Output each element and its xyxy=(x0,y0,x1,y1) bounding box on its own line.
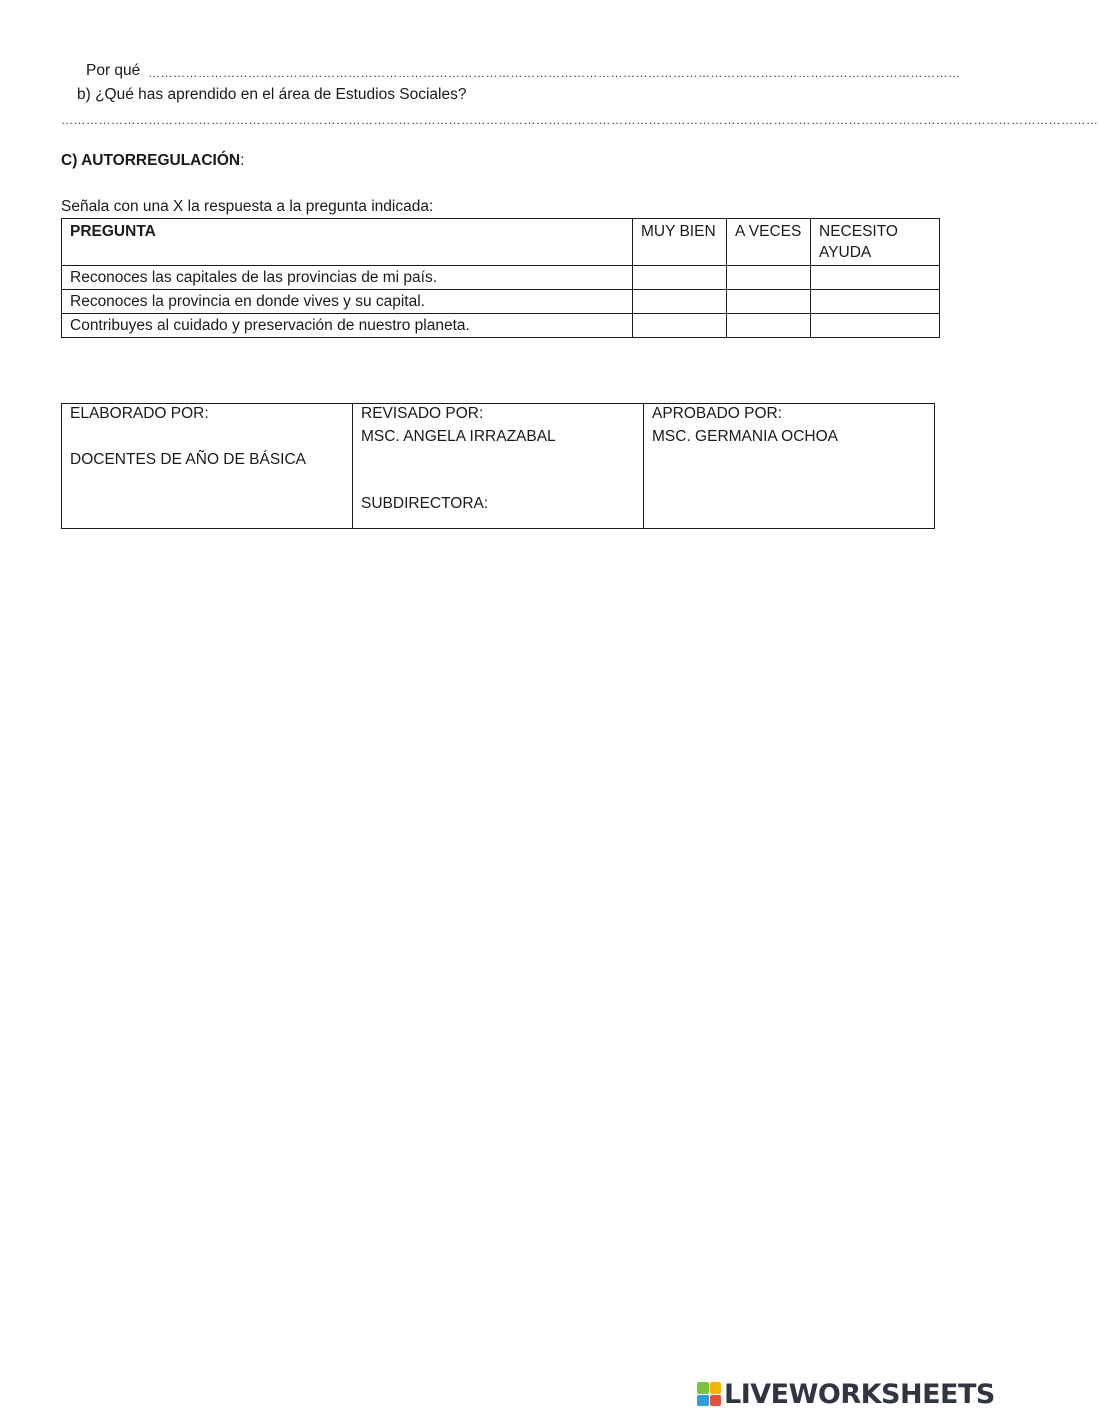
self-evaluation-table xyxy=(61,218,940,338)
por-que-label: Por qué xyxy=(86,62,141,79)
signature-table xyxy=(61,403,935,529)
revisado-value: MSC. ANGELA IRRAZABAL xyxy=(361,428,556,445)
header-muy-bien: MUY BIEN xyxy=(633,219,727,266)
answer-cell-muy-bien[interactable] xyxy=(633,290,727,314)
header-pregunta: PREGUNTA xyxy=(62,219,633,266)
question-text: Reconoces las capitales de las provincias de mi país. xyxy=(62,266,633,290)
elaborado-label: ELABORADO POR: xyxy=(70,405,209,422)
answer-cell-a-veces[interactable] xyxy=(727,314,811,338)
section-c-instruction: Señala con una X la respuesta a la pregunta indicada: xyxy=(61,198,434,215)
header-necesito-ayuda: NECESITO AYUDA xyxy=(811,219,940,266)
revisado-label: REVISADO POR: xyxy=(361,405,484,422)
aprobado-label: APROBADO POR: xyxy=(652,405,783,422)
answer-cell-a-veces[interactable] xyxy=(727,290,811,314)
revisado-cell xyxy=(353,404,644,529)
liveworksheets-logo[interactable] xyxy=(697,1379,995,1409)
table-row xyxy=(62,314,940,338)
answer-cell-necesito-ayuda[interactable] xyxy=(811,290,940,314)
section-c-title: C) AUTORREGULACIÓN: xyxy=(61,152,245,169)
question-b: b) ¿Qué has aprendido en el área de Estudios Sociales? xyxy=(77,86,467,103)
por-que-answer-line[interactable]: …………………………………………………………………………………………………………………………………………………………………………… xyxy=(148,66,961,80)
table-row xyxy=(62,266,940,290)
answer-cell-a-veces[interactable] xyxy=(727,266,811,290)
aprobado-value: MSC. GERMANIA OCHOA xyxy=(652,428,839,445)
question-b-answer-line[interactable]: …………………………………………………………………………………………………………………………………………………………………………………………………………………………… xyxy=(61,113,1099,127)
elaborado-cell xyxy=(62,404,353,529)
liveworksheets-logo-icon xyxy=(697,1382,721,1406)
question-text: Reconoces la provincia en donde vives y su capital. xyxy=(62,290,633,314)
elaborado-value: DOCENTES DE AÑO DE BÁSICA xyxy=(70,451,306,468)
revisado-role: SUBDIRECTORA: xyxy=(361,495,489,512)
aprobado-cell xyxy=(644,404,935,529)
question-text: Contribuyes al cuidado y preservación de nuestro planeta. xyxy=(62,314,633,338)
answer-cell-necesito-ayuda[interactable] xyxy=(811,314,940,338)
liveworksheets-logo-text: LIVEWORKSHEETS xyxy=(724,1378,995,1410)
table-header-row xyxy=(62,219,940,266)
table-row xyxy=(62,290,940,314)
answer-cell-muy-bien[interactable] xyxy=(633,314,727,338)
answer-cell-necesito-ayuda[interactable] xyxy=(811,266,940,290)
header-a-veces: A VECES xyxy=(727,219,811,266)
answer-cell-muy-bien[interactable] xyxy=(633,266,727,290)
